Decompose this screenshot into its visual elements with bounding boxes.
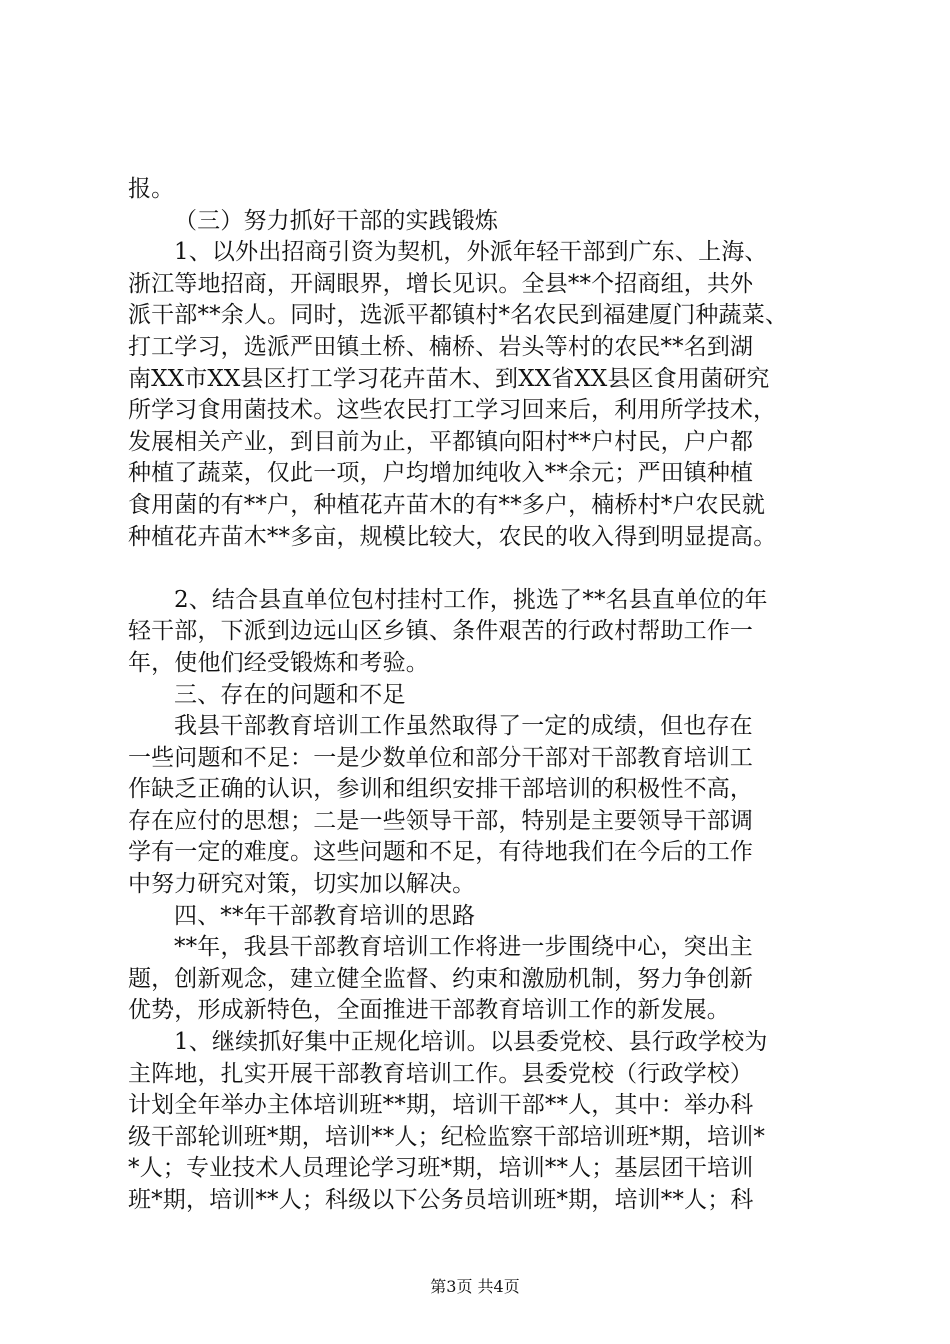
text-line: 主阵地，扎实开展干部教育培训工作。县委党校（行政学校） [128,1060,754,1087]
text-line: 浙江等地招商，开阔眼界，增长见识。全县**个招商组，共外 [128,270,754,297]
text-line: 学有一定的难度。这些问题和不足，有待地我们在今后的工作 [128,839,754,866]
text-line: 年，使他们经受锻炼和考验。 [128,649,429,676]
text-line: 打工学习，选派严田镇土桥、楠桥、岩头等村的农民**名到湖 [128,333,754,360]
text-line: 中努力研究对策，切实加以解决。 [128,871,476,898]
text-line: 计划全年举办主体培训班**期，培训干部**人，其中：举办科 [128,1092,754,1119]
text-line: 种植花卉苗木**多亩，规模比较大，农民的收入得到明显提高。 [128,523,777,550]
text-line: 我县干部教育培训工作虽然取得了一定的成绩，但也存在 [174,713,753,740]
text-line: *人；专业技术人员理论学习班*期，培训**人；基层团干培训 [128,1155,754,1182]
text-line: 发展相关产业，到目前为止，平都镇向阳村**户村民，户户都 [128,428,754,455]
text-line: 作缺乏正确的认识，参训和组织安排干部培训的积极性不高， [128,776,754,803]
text-line: 派干部**余人。同时，选派平都镇村*名农民到福建厦门种蔬菜、 [128,302,788,329]
text-line: 一些问题和不足：一是少数单位和部分干部对干部教育培训工 [128,744,754,771]
text-line: 级干部轮训班*期，培训**人；纪检监察干部培训班*期，培训* [128,1123,765,1150]
text-line: 1、继续抓好集中正规化培训。以县委党校、县行政学校为 [174,1029,768,1056]
paragraph-gap [128,553,840,585]
text-line: 报。 [128,176,175,202]
text-line: 题，创新观念，建立健全监督、约束和激励机制，努力争创新 [128,965,754,992]
section-heading: 三、存在的问题和不足 [174,681,406,708]
text-line: 南XX市XX县区打工学习花卉苗木、到XX省XX县区食用菌研究 [128,365,770,392]
page-number-footer: 第3页 共4页 [430,1277,520,1296]
text-line: 食用菌的有**户，种植花卉苗木的有**多户，楠桥村*户农民就 [128,491,765,518]
text-line: 1、以外出招商引资为契机，外派年轻干部到广东、上海、 [174,239,768,266]
text-line: 所学习食用菌技术。这些农民打工学习回来后，利用所学技术， [128,397,777,424]
text-line: 存在应付的思想；二是一些领导干部，特别是主要领导干部调 [128,807,754,834]
text-line: **年，我县干部教育培训工作将进一步围绕中心，突出主 [174,934,753,961]
text-line: 班*期，培训**人；科级以下公务员培训班*期，培训**人；科 [128,1187,754,1213]
section-heading: （三）努力抓好干部的实践锻炼 [174,207,499,234]
text-line: 轻干部，下派到边远山区乡镇、条件艰苦的行政村帮助工作一 [128,618,754,645]
document-body [128,174,840,1217]
text-line: 种植了蔬菜，仅此一项，户均增加纯收入**余元；严田镇种植 [128,460,754,487]
section-heading: 四、**年干部教育培训的思路 [174,902,476,929]
text-line: 2、结合县直单位包村挂村工作，挑选了**名县直单位的年 [174,586,768,613]
text-line: 优势，形成新特色，全面推进干部教育培训工作的新发展。 [128,997,730,1024]
